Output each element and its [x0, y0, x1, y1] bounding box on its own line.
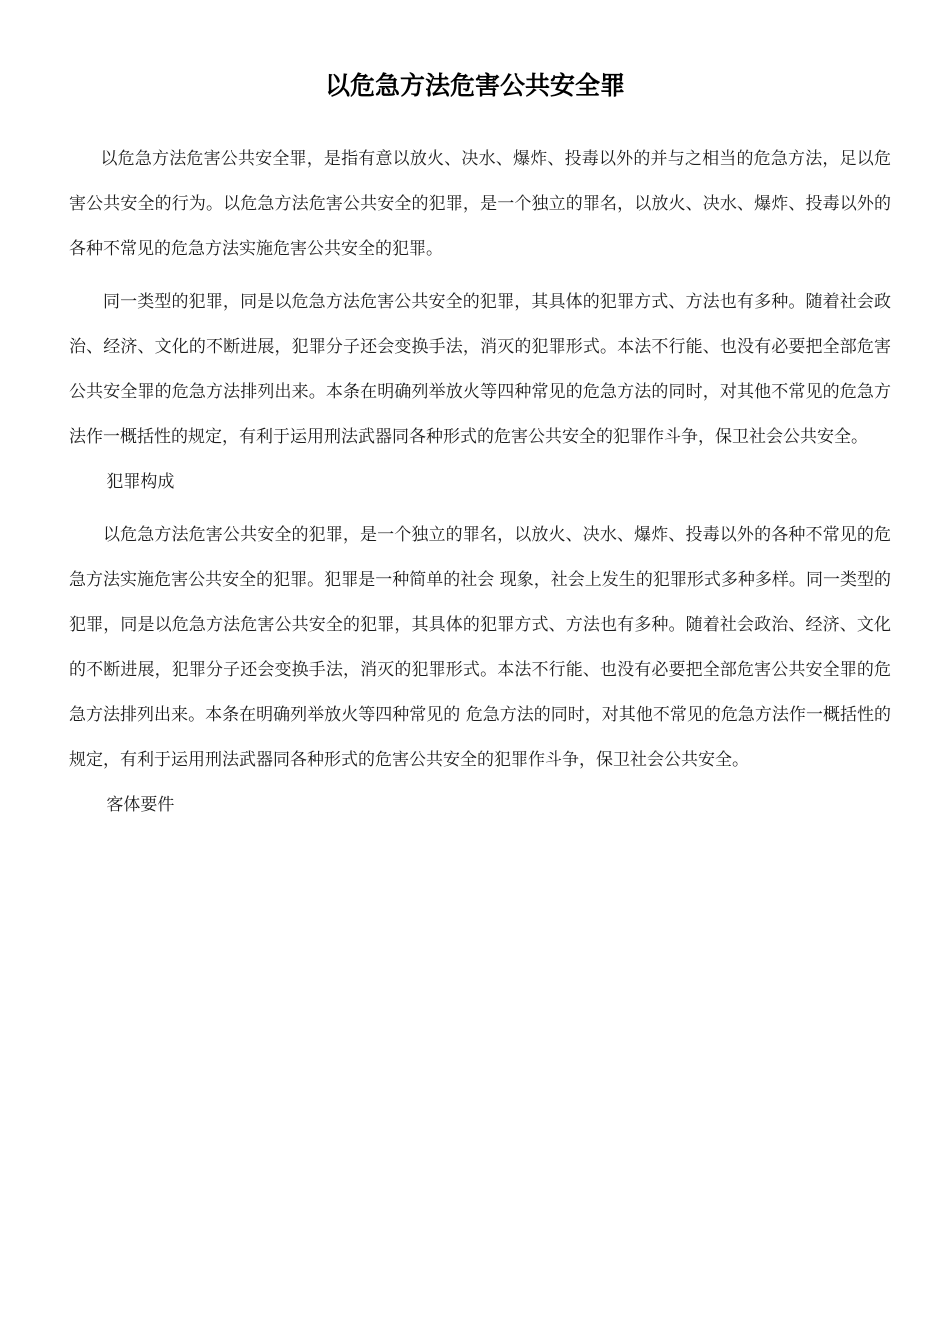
section-heading-composition: 犯罪构成	[106, 472, 175, 492]
document-title: 以危急方法危害公共安全罪	[324, 71, 625, 100]
paragraph-composition: 以危急方法危害公共安全的犯罪，是一个独立的罪名，以放火、决水、爆炸、投毒以外的各种不常见的危急方法实施危害公共安全的犯罪。犯罪是一种简单的社会 现象，社会上发生的犯罪形式多种多样。同一类型的犯罪，同是以危急方法危害公共安全的犯罪，其具体的犯罪方式、方法也有多种。随着社会政治、经济、文化的不断进展，犯罪分子还会变换手法，消灭的犯罪形式。本法不行能、也没有必要把全部危害公共安全罪的危急方法排列出来。本条在明确列举放火等四种常见的 危急方法的同时，对其他不常见的危急方法作一概括性的规定，有利于运用刑法武器同各种形式的危害公共安全的犯罪作斗争，保卫社会公共安全。	[69, 525, 891, 770]
paragraph-definition: 以危急方法危害公共安全罪，是指有意以放火、决水、爆炸、投毒以外的并与之相当的危急方法，足以危害公共安全的行为。以危急方法危害公共安全的犯罪，是一个独立的罪名，以放火、决水、爆炸、投毒以外的各种不常见的危急方法实施危害公共安全的犯罪。	[69, 149, 891, 259]
section-heading-object: 客体要件	[106, 795, 175, 815]
paragraph-variety: 同一类型的犯罪，同是以危急方法危害公共安全的犯罪，其具体的犯罪方式、方法也有多种。随着社会政治、经济、文化的不断进展，犯罪分子还会变换手法，消灭的犯罪形式。本法不行能、也没有必要把全部危害公共安全罪的危急方法排列出来。本条在明确列举放火等四种常见的危急方法的同时，对其他不常见的危急方法作一概括性的规定，有利于运用刑法武器同各种形式的危害公共安全的犯罪作斗争，保卫社会公共安全。	[69, 292, 891, 447]
document-body	[69, 137, 891, 828]
